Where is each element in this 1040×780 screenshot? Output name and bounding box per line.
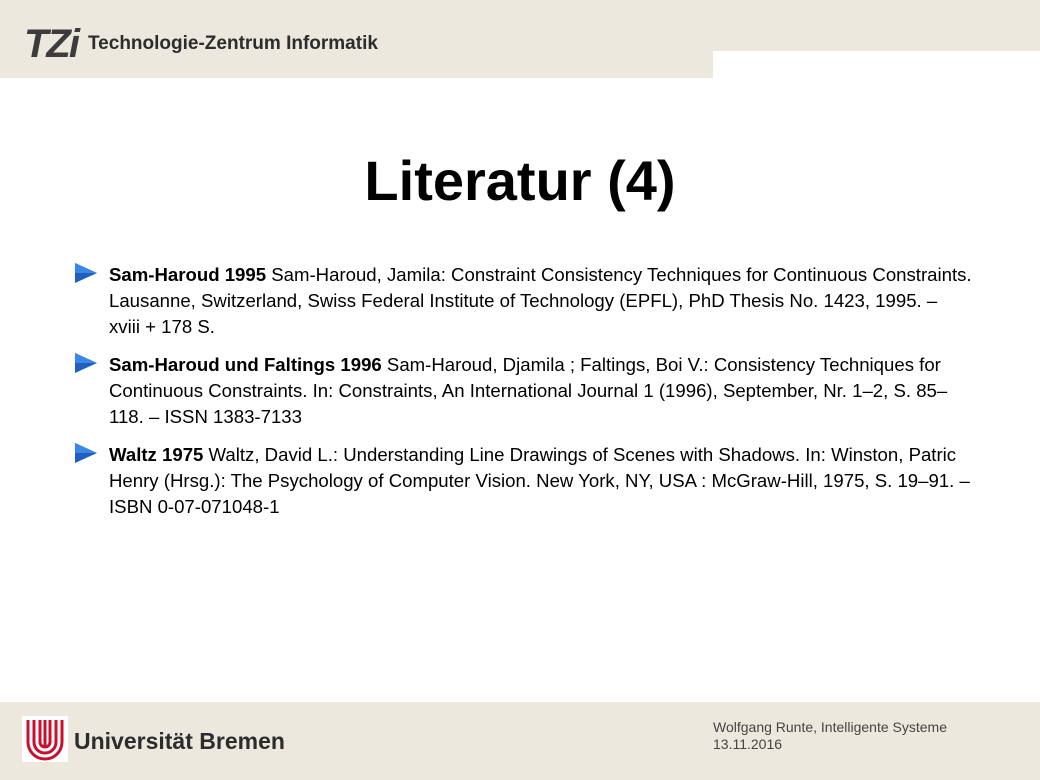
reference-label: Sam-Haroud 1995 [109, 264, 267, 285]
university-logo [22, 716, 285, 767]
triangle-bullet-icon [72, 440, 100, 466]
reference-text: Sam-Haroud, Djamila ; Faltings, Boi V.: Consistency Techniques for Continuous Constraints. In: Constraints, An International Journal 1 (1996), September, Nr. 1–2, S. 85–118. – ISSN 1383-7133 [109, 354, 948, 427]
tzi-logo-mark: TZi [24, 22, 78, 66]
footer-author: Wolfgang Runte, Intelligente Systeme [713, 719, 947, 735]
triangle-bullet-icon [72, 260, 100, 286]
tzi-logo-name: Technologie-Zentrum Informatik [87, 33, 378, 54]
reference-text: Sam-Haroud, Jamila: Constraint Consistency Techniques for Continuous Constraints. Lausanne, Switzerland, Swiss Federal Institute of Technology (EPFL), PhD Thesis No. 1423, 1995. – xviii + 178 S. [109, 264, 972, 337]
header-band-right [713, 0, 1040, 51]
university-name: Universität Bremen [74, 728, 285, 754]
reference-label: Waltz 1975 [109, 444, 204, 465]
triangle-bullet-icon [72, 350, 100, 376]
reference-item [72, 262, 972, 340]
tzi-logo [24, 22, 378, 66]
slide-title: Literatur (4) [364, 149, 676, 212]
reference-label: Sam-Haroud und Faltings 1996 [109, 354, 382, 375]
reference-text: Waltz, David L.: Understanding Line Drawings of Scenes with Shadows. In: Winston, Patric Henry (Hrsg.): The Psychology of Computer Vision. New York, NY, USA : McGraw-Hill, 1975, S. 19–91. – ISBN 0-07-071048-1 [109, 444, 970, 517]
reference-item [72, 352, 972, 430]
footer-date: 13.11.2016 [713, 736, 783, 752]
university-bremen-logo-icon [22, 716, 68, 767]
reference-item [72, 442, 972, 520]
reference-list [72, 262, 972, 532]
footer-text [713, 719, 947, 753]
